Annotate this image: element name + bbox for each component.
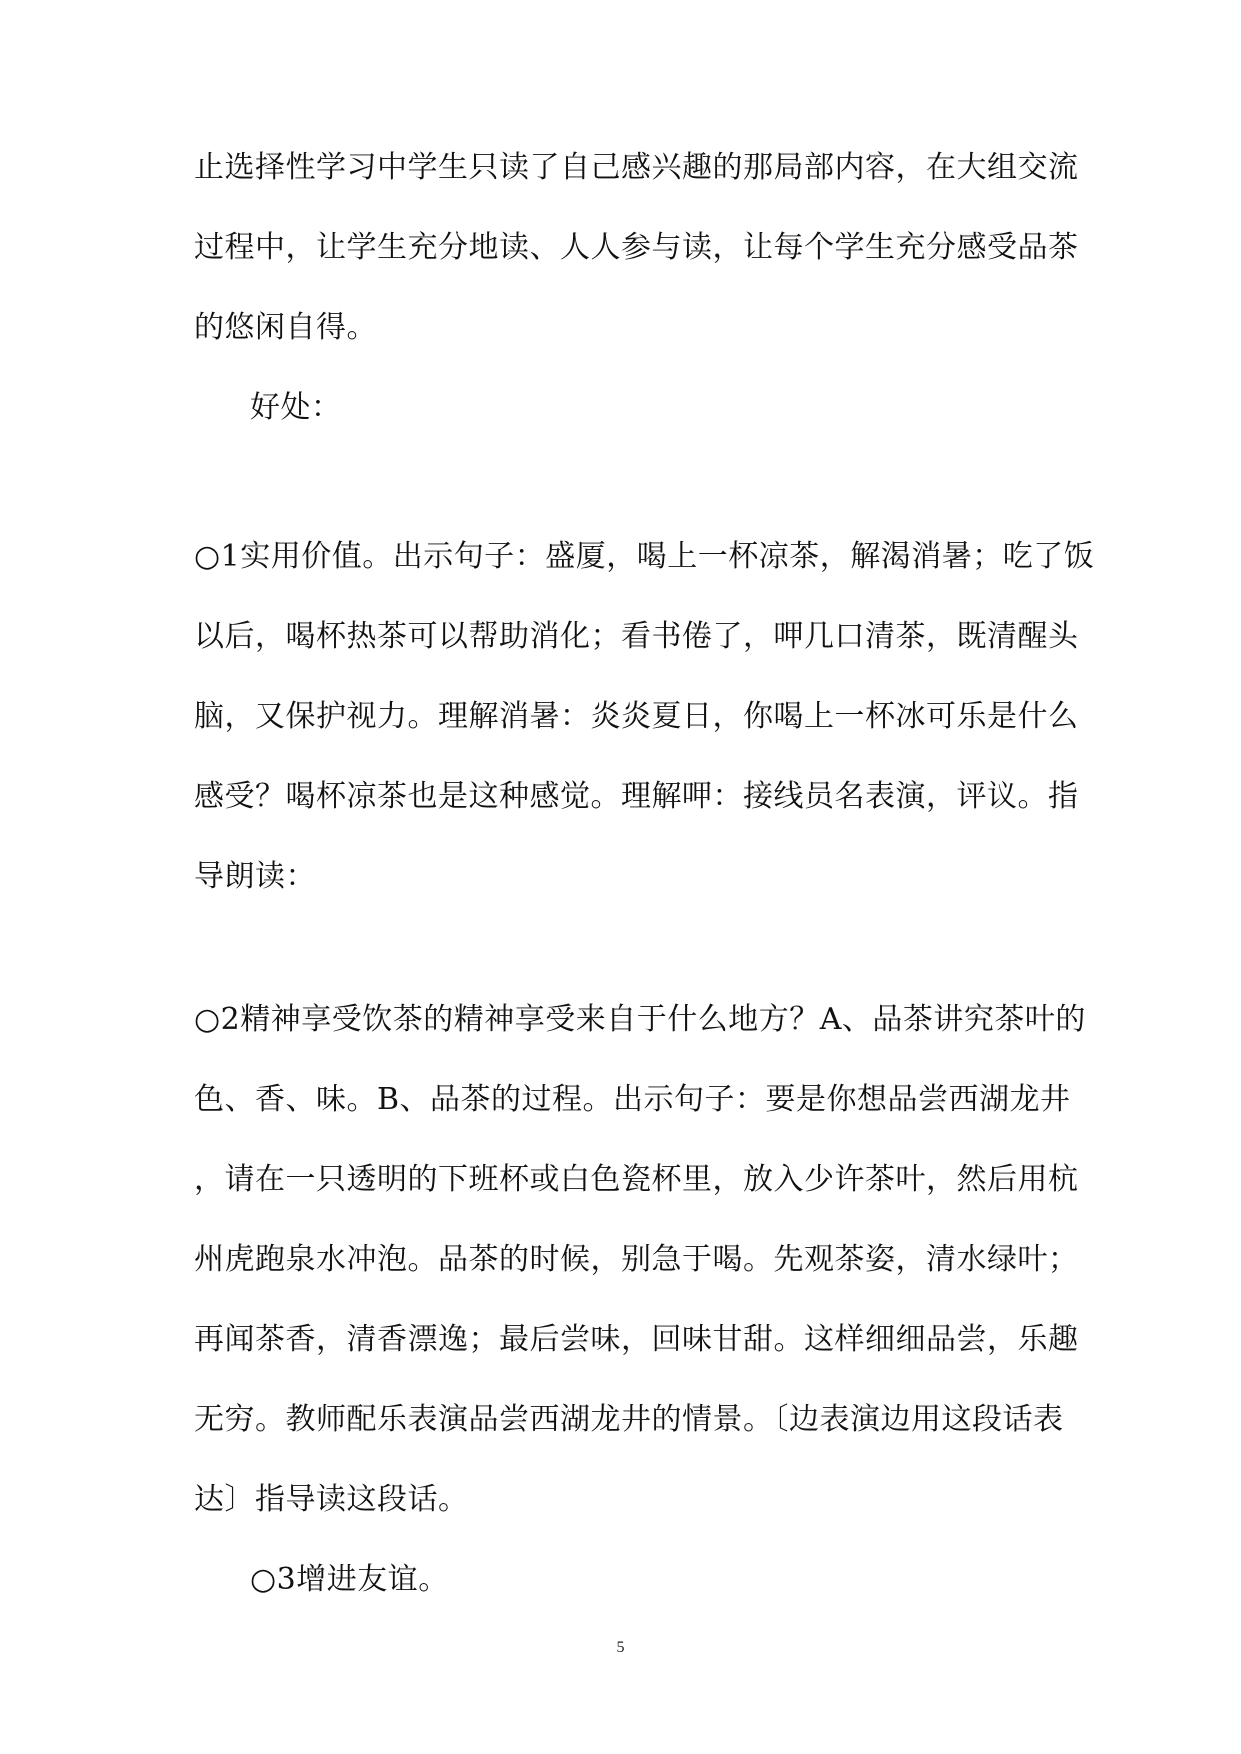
text-line: 脑，又保护视力。理解消暑：炎炎夏日，你喝上一杯冰可乐是什么 — [194, 699, 1079, 734]
text-line: 导朗读： — [194, 859, 316, 894]
text-line: ○2精神享受饮茶的精神享受来自于什么地方？A、品茶讲究茶叶的 — [194, 1002, 1086, 1037]
text-line: 止选择性学习中学生只读了自己感兴趣的那局部内容，在大组交流 — [194, 150, 1079, 185]
section-heading: 好处： — [250, 390, 342, 425]
page-number: 5 — [616, 1639, 625, 1656]
text-line: ○1实用价值。出示句子：盛厦，喝上一杯凉茶，解渴消暑；吃了饭 — [194, 539, 1095, 574]
text-line: 色、香、味。B、品茶的过程。出示句子：要是你想品尝西湖龙井 — [194, 1082, 1071, 1117]
text-line: 州虎跑泉水冲泡。品茶的时候，别急于喝。先观茶姿，清水绿叶； — [194, 1242, 1079, 1277]
text-line: 以后，喝杯热茶可以帮助消化；看书倦了，呷几口清茶，既清醒头 — [194, 619, 1079, 654]
text-line: 达〕指导读这段话。 — [194, 1482, 469, 1517]
text-line: 再闻茶香，清香漂逸；最后尝味，回味甘甜。这样细细品尝，乐趣 — [194, 1322, 1079, 1357]
text-line: 过程中，让学生充分地读、人人参与读，让每个学生充分感受品茶 — [194, 230, 1079, 265]
text-line: 的悠闲自得。 — [194, 310, 377, 345]
text-line: 感受？喝杯凉茶也是这种感觉。理解呷：接线员名表演，评议。指 — [194, 779, 1079, 814]
text-line: ○3增进友谊。 — [250, 1562, 449, 1597]
text-line: ，请在一只透明的下班杯或白色瓷杯里，放入少许茶叶，然后用杭 — [194, 1162, 1079, 1197]
text-line: 无穷。教师配乐表演品尝西湖龙井的情景。〔边表演边用这段话表 — [194, 1402, 1064, 1437]
